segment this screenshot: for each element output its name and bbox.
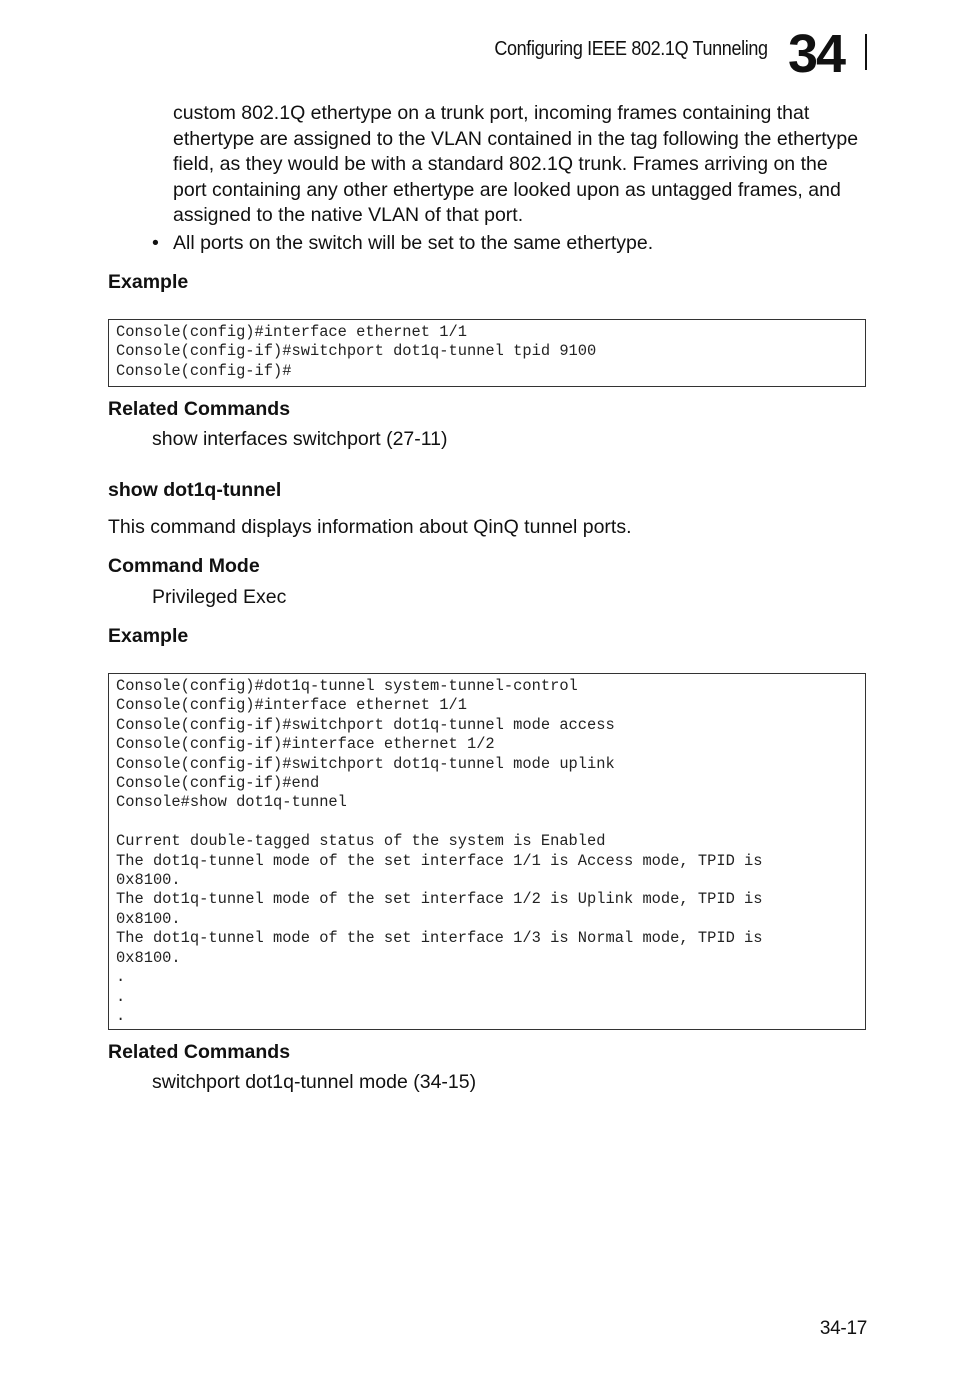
related-command-2: switchport dot1q-tunnel mode (34-15)	[152, 1071, 477, 1093]
running-header-title: Configuring IEEE 802.1Q Tunneling	[494, 38, 768, 60]
example-heading-1: Example	[108, 271, 189, 293]
command-mode-value: Privileged Exec	[152, 586, 287, 608]
related-commands-heading-2: Related Commands	[108, 1041, 291, 1063]
code-example-2: Console(config)#dot1q-tunnel system-tunnel-control Console(config)#interface ethernet 1/1 Console(config-if)#switchport dot1q-tunnel mode access Console(config-if)#interface ethernet 1/2 Console(config-if)#switchport dot1q-tunnel mode uplink Console(config-if)#end Console#show dot1q-tunnel Current double-tagged status of the system is Enabled The dot1q-tunnel mode of the set interface 1/1 is Access mode, TPID is 0x8100. The dot1q-tunnel mode of the set interface 1/2 is Uplink mode, TPID is 0x8100. The dot1q-tunnel mode of the set interface 1/3 is Normal mode, TPID is 0x8100. . . .	[108, 673, 866, 1030]
example-heading-2: Example	[108, 625, 189, 647]
intro-paragraph: custom 802.1Q ethertype on a trunk port, incoming frames containing that ethertype are assigned to the VLAN contained in the tag following the ethertype field, as they would be with a standard 802.1Q trunk. Frames arriving on the port containing any other ethertype are looked upon as untagged frames, and assigned to the native VLAN of that port.	[173, 102, 859, 226]
chapter-rule	[865, 34, 867, 70]
bullet-dot: •	[152, 232, 159, 254]
command-description: This command displays information about QinQ tunnel ports.	[108, 516, 632, 538]
chapter-number: 34	[788, 24, 845, 84]
page-number: 34-17	[819, 1318, 867, 1339]
related-commands-heading-1: Related Commands	[108, 398, 291, 420]
related-command-1: show interfaces switchport (27-11)	[152, 428, 448, 450]
code-example-1: Console(config)#interface ethernet 1/1 Console(config-if)#switchport dot1q-tunnel tpid 9100 Console(config-if)#	[108, 319, 866, 387]
section-title: show dot1q-tunnel	[108, 479, 282, 501]
command-mode-heading: Command Mode	[108, 555, 260, 577]
bullet-text: All ports on the switch will be set to the same ethertype.	[173, 232, 654, 254]
